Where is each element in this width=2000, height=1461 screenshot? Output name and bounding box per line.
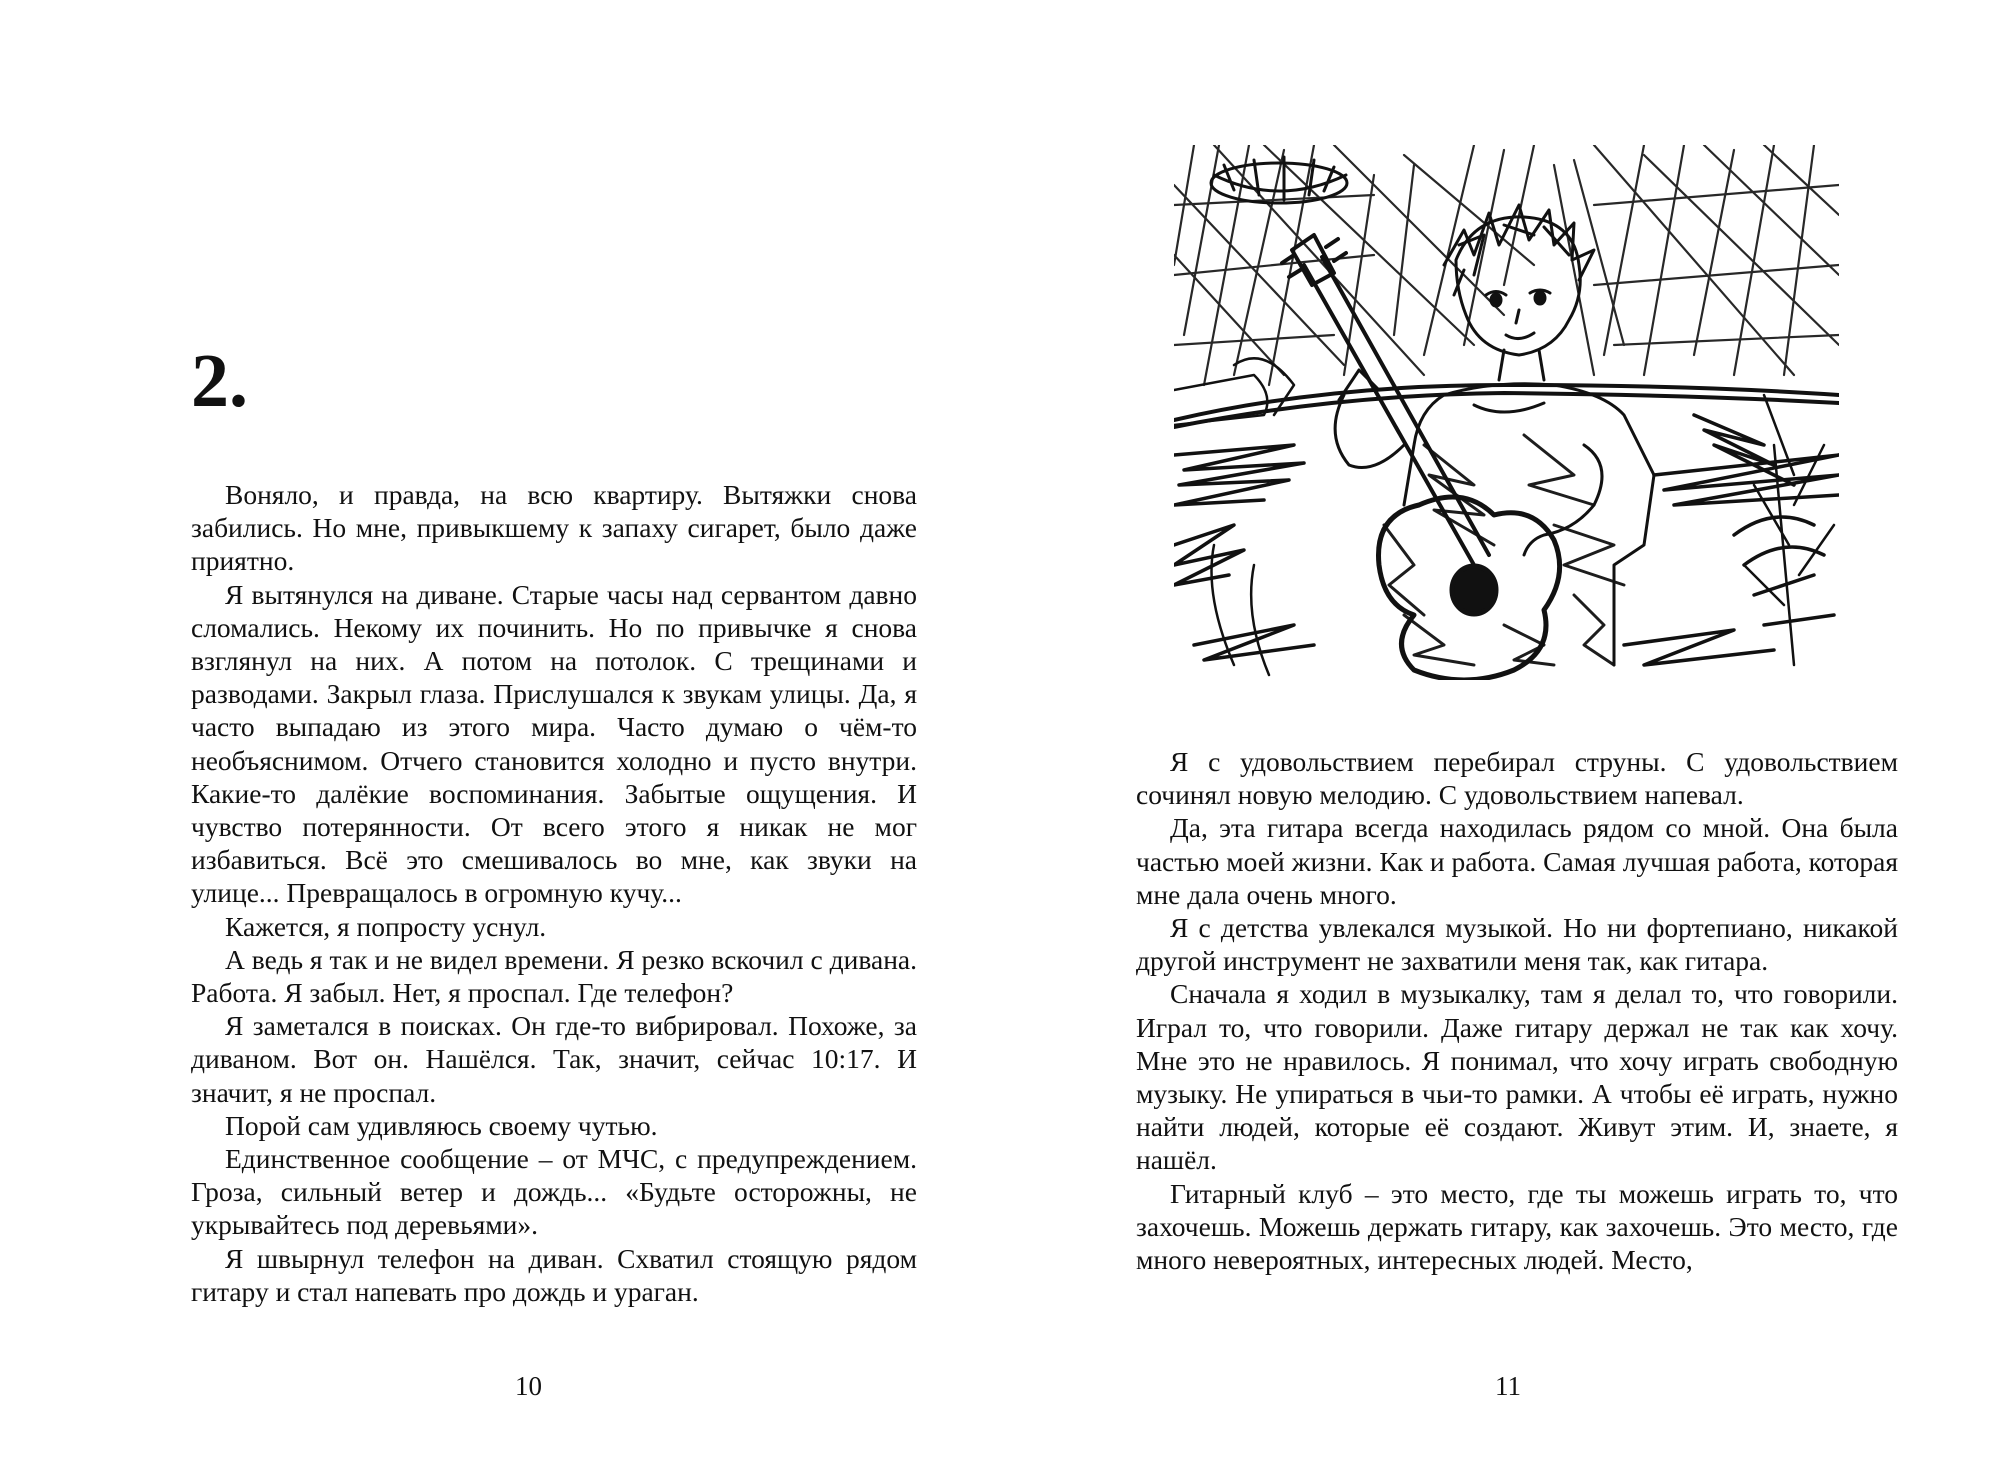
paragraph: Единственное сообщение – от МЧС, с предупреждением. Гроза, сильный ветер и дождь... «Будьте осторожны, не укрывайтесь под деревьями». [191, 1143, 917, 1241]
paragraph: Я с детства увлекался музыкой. Но ни фортепиано, никакой другой инструмент не захватили меня так, как гитара. [1136, 912, 1898, 977]
guitarist-sketch-icon [1174, 145, 1839, 680]
page-number-right: 11 [1495, 1371, 1521, 1401]
paragraph: А ведь я так и не видел времени. Я резко вскочил с дивана. Работа. Я забыл. Нет, я проспал. Где телефон? [191, 943, 917, 1009]
paragraph: Порой сам удивляюсь своему чутью. [225, 1109, 658, 1141]
right-page-text [1136, 745, 1898, 1276]
page-number-left: 10 [515, 1371, 542, 1401]
paragraph: Я вытянулся на диване. Старые часы над сервантом давно сломались. Некому их починить. Но по привычке я снова взглянул на них. А потом на потолок. С трещинами и разводами. Закрыл глаза. Прислушался к звукам улицы. Да, я часто выпадаю из этого мира. Часто думаю о чём-то необъяснимом. Отчего становится холодно и пусто внутри. Какие-то далёкие воспоминания. Забытые ощущения. И чувство потерянности. От всего этого я никак не мог избавиться. Всё это смешивалось во мне, как звуки на улице... Превращалось в огромную кучу... [191, 578, 917, 909]
paragraph: Сначала я ходил в музыкалку, там я делал то, что говорили. Играл то, что говорили. Даже гитару держал не так как хочу. Мне это не нравилось. Я понимал, что хочу играть свободную музыку. Не упираться в чьи-то рамки. А чтобы её играть, нужно найти людей, которые её создают. Живут этим. И, знаете, я нашёл. [1136, 978, 1898, 1176]
paragraph: Гитарный клуб – это место, где ты можешь играть то, что захочешь. Можешь держать гитару, как захочешь. Это место, где много невероятных, интересных людей. Место, [1136, 1177, 1898, 1276]
paragraph: Воняло, и правда, на всю квартиру. Вытяжки снова забились. Но мне, привыкшему к запаху сигарет, было даже приятно. [191, 479, 917, 577]
right-page [1000, 0, 2000, 1461]
paragraph: Я с удовольствием перебирал струны. С удовольствием сочинял новую мелодию. С удовольствием напевал. [1136, 746, 1898, 811]
paragraph: Кажется, я попросту уснул. [225, 910, 547, 942]
paragraph: Да, эта гитара всегда находилась рядом со мной. Она была частью моей жизни. Как и работа. Самая лучшая работа, которая мне дала очень много. [1136, 812, 1898, 910]
chapter-number: 2. [191, 339, 248, 423]
paragraph: Я заметался в поисках. Он где-то вибрировал. Похоже, за диваном. Вот он. Нашёлся. Так, значит, сейчас 10:17. И значит, я не проспал. [191, 1010, 917, 1108]
left-page-text [191, 478, 917, 1308]
paragraph: Я швырнул телефон на диван. Схватил стоящую рядом гитару и стал напевать про дождь и ураган. [191, 1242, 917, 1307]
